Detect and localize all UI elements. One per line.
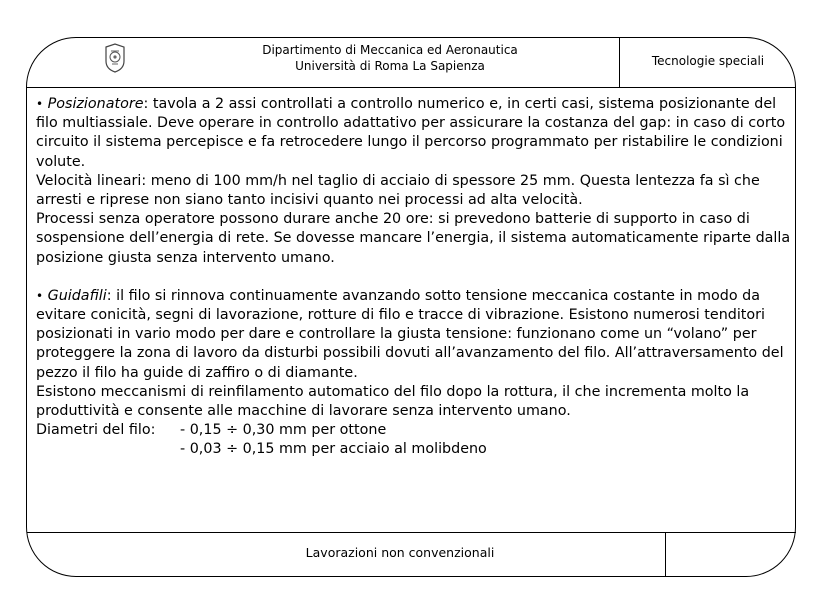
speed-paragraph: Velocità lineari: meno di 100 mm/h nel taglio di acciaio di spessore 25 mm. Questa lentezza fa sì che arresti e riprese non siano tanto incisivi quanto nei processi ad alta velocità.: [36, 172, 760, 209]
unattended-paragraph: Processi senza operatore possono durare anche 20 ore: si prevedono batterie di supporto in caso di sospensione dell’energia di rete. Se dovesse mancare l’energia, il sistema automaticamente riparte dalla posizione giusta senza intervento umano.: [36, 211, 791, 266]
positioner-text: : tavola a 2 assi controllati a controllo numerico e, in certi casi, sistema posizionante del filo multiassiale. Deve operare in controllo adattativo per assicurare la costanza del gap: in caso di corto circuito il sistema percepisce e fa retrocedere lungo il percorso programmato per ristabilire le condizioni volute.: [36, 96, 786, 170]
wire-guides-text: : il filo si rinnova continuamente avanzando sotto tensione meccanica costante in modo da evitare conicità, segni di lavorazione, rotture di filo e tracce di vibrazione. Esistono numerosi tenditori posizionati in vario modo per dare e controllare la giusta tensione: funzionano come un “volano” per proteggere la zona di lavoro da disturbi possibili dovuti all’avanzamento del filo. All’attraversamento del pezzo il filo ha guide di zaffiro o di diamante.: [36, 287, 784, 381]
positioner-paragraph: [36, 95, 792, 172]
footer-separator: [665, 532, 666, 577]
diameter-row-1: [36, 421, 792, 440]
university-name: Università di Roma La Sapienza: [295, 59, 485, 73]
footer-divider: [27, 532, 796, 533]
department-name: Dipartimento di Meccanica ed Aeronautica: [262, 43, 518, 57]
diameter-label: Diametri del filo:: [36, 422, 156, 439]
wire-guides-term: Guidafili: [47, 287, 107, 304]
diameter-steel: - 0,03 ÷ 0,15 mm per acciaio al molibdeno: [180, 441, 487, 458]
header-title: [190, 42, 590, 74]
slide-body: [36, 95, 792, 460]
diameter-row-2: [36, 440, 792, 459]
course-name: Tecnologie speciali: [651, 54, 765, 68]
header-divider: [27, 87, 796, 88]
diameter-brass: - 0,15 ÷ 0,30 mm per ottone: [180, 422, 387, 439]
positioner-term: Posizionatore: [47, 96, 144, 112]
university-seal-icon: [104, 43, 126, 73]
rethreading-paragraph: Esistono meccanismi di reinfilamento automatico del filo dopo la rottura, il che incrementa molto la produttività e consente alle macchine di lavorare senza intervento umano.: [36, 383, 750, 420]
bullet-1: •: [36, 97, 44, 111]
footer-title: Lavorazioni non convenzionali: [305, 545, 495, 560]
wire-guides-paragraph: [36, 287, 792, 383]
bullet-2: •: [36, 288, 44, 303]
